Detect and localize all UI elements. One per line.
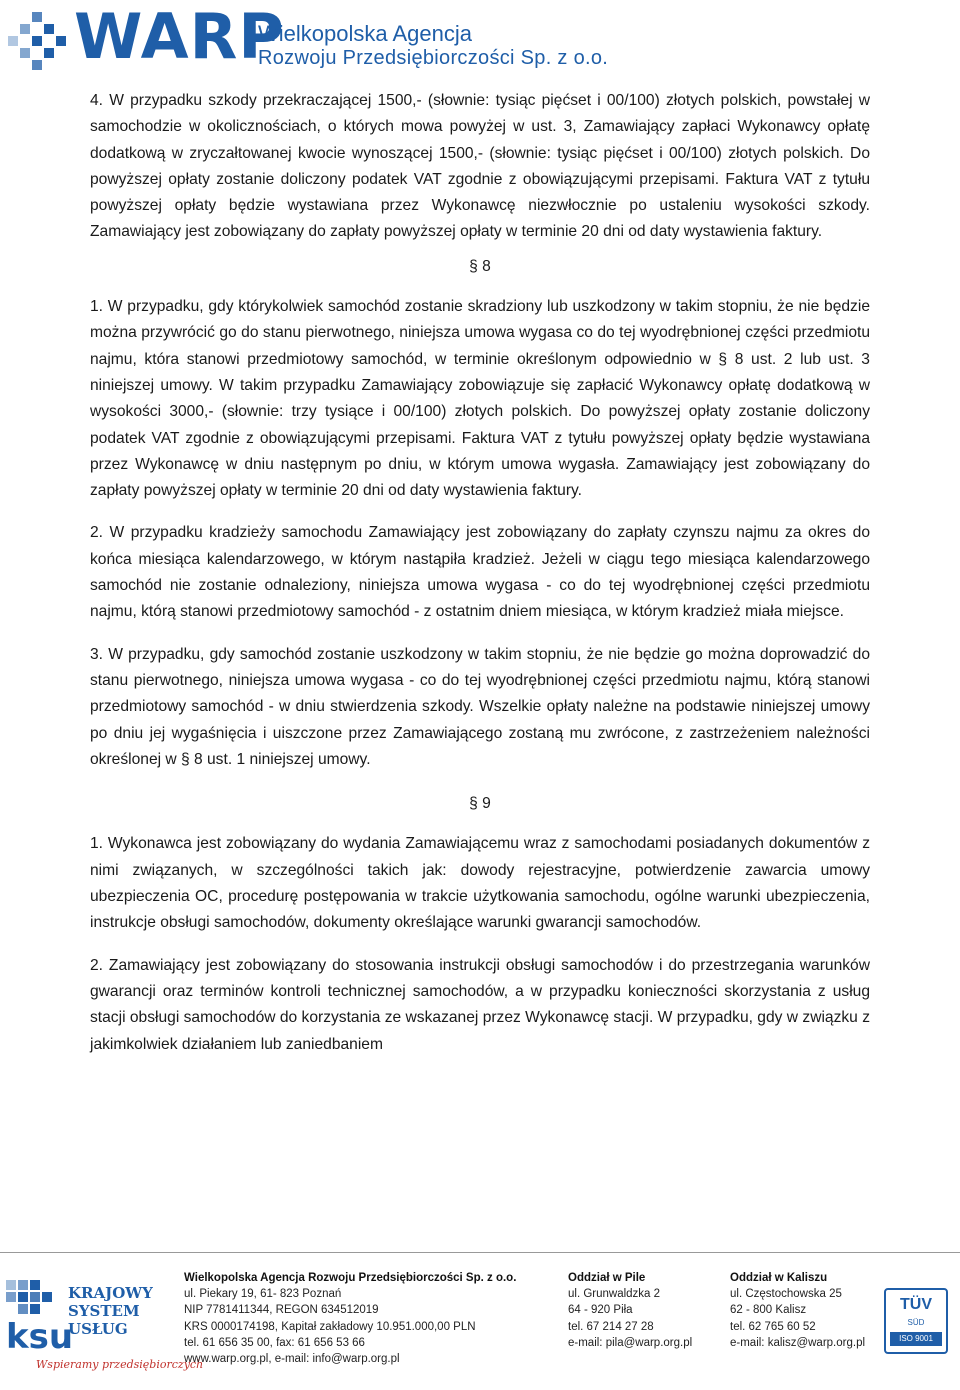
footer-hq (184, 1270, 516, 1367)
hq-web: www.warp.org.pl, e-mail: info@warp.org.pl (184, 1353, 400, 1366)
hq-krs: KRS 0000174198, Kapitał zakładowy 10.951.000,00 PLN (184, 1320, 476, 1333)
tuv-certificate-badge (884, 1288, 948, 1354)
paragraph-8-3: 3. W przypadku, gdy samochód zostanie uszkodzony w takim stopniu, że nie będzie go można doprowadzić do stanu pierwotnego, niniejsza umowa wygasa - co do tej wyodrębnionej części przedmiotu najmu, którą stanowi przedmiotowy samochód - w dniu stwierdzenia szkody. Wszelkie opłaty należne na podstawie niniejszej umowy po dniu jej wygaśnięcia i uiszczone przez Zamawiającego zostaną mu zwrócone, z zastrzeżeniem należności określonej w § 8 ust. 1 niniejszej umowy. (90, 645, 870, 768)
pila-city: 64 - 920 Piła (568, 1304, 633, 1317)
tuv-label: TÜV (900, 1296, 932, 1313)
hq-address: ul. Piekary 19, 61- 823 Poznań (184, 1288, 342, 1301)
warp-logo-icon (8, 12, 66, 70)
hq-name: Wielkopolska Agencja Rozwoju Przedsiębiorczości Sp. z o.o. (184, 1272, 517, 1284)
pila-street: ul. Grunwaldzka 2 (568, 1288, 661, 1301)
pila-name: Oddział w Pile (568, 1272, 646, 1284)
contract-body (90, 88, 870, 1058)
kalisz-name: Oddział w Kaliszu (730, 1272, 828, 1284)
footer-divider (0, 1252, 960, 1253)
ksu-logo (6, 1280, 204, 1371)
section-heading-9: § 9 (469, 795, 491, 813)
hq-nip: NIP 7781411344, REGON 634512019 (184, 1304, 379, 1317)
paragraph-9-1: 1. Wykonawca jest zobowiązany do wydania Zamawiającemu wraz z samochodami posiadanych dokumentów z nimi związanych, w szczególności takich jak: dowody rejestracyjne, potwierdzenie zawarcia umowy ubezpieczenia OC, procedurę postępowania w trakcie użytkowania samochodu, ogólne warunki ubezpieczenia, instrukcje obsługi samochodów, dokumenty określające warunki gwarancji samochodów. (90, 835, 870, 932)
tuv-cert: ISO 9001 (890, 1332, 942, 1346)
pila-email: e-mail: pila@warp.org.pl (568, 1336, 693, 1349)
ksu-tagline: Wspieramy przedsiębiorczych (36, 1358, 204, 1371)
paragraph-8-1: 1. W przypadku, gdy którykolwiek samochód zostanie skradziony lub uszkodzony w takim stopniu, że nie będzie można przywrócić go do stanu pierwotnego, niniejsza umowa wygasa co do tej wyodrębnionej części przedmiotu najmu, która stanowi przedmiotowy samochód, w terminie określonym odpowiednio w § 8 ust. 2 lub ust. 3 niniejszej umowy. W takim przypadku Zamawiający zobowiązuje się zapłacić Wykonawcy opłatę dodatkową w wysokości 3000,- (słownie: trzy tysiące i 00/100) złotych polskich. Do powyższej opłaty zostanie doliczony podatek VAT zgodnie z obowiązującymi przepisami. Faktura VAT z tytułu powyższej opłaty będzie wystawiana przez Wykonawcę w dniu następnym po dniu, w którym umowa wygasła. Zamawiający jest zobowiązany do zapłaty powyższej opłaty w terminie 20 dni od daty wystawienia faktury. (90, 298, 870, 500)
ksu-abbr: ksu (6, 1317, 74, 1357)
ksu-line2: SYSTEM (68, 1302, 140, 1320)
hq-phone: tel. 61 656 35 00, fax: 61 656 53 66 (184, 1336, 365, 1349)
kalisz-city: 62 - 800 Kalisz (730, 1304, 807, 1317)
ksu-name (68, 1284, 153, 1338)
footer (0, 1258, 960, 1390)
footer-pila (568, 1270, 692, 1351)
ksu-line1: KRAJOWY (68, 1284, 153, 1302)
kalisz-phone: tel. 62 765 60 52 (730, 1320, 816, 1333)
footer-kalisz (730, 1270, 865, 1351)
paragraph-9-2: 2. Zamawiający jest zobowiązany do stosowania instrukcji obsługi samochodów i do przestrzegania warunków gwarancji oraz terminów kontroli technicznej samochodów, a w przypadku konieczności skorzystania z usług stacji obsługi samochodów do korzystania ze wskazanej przez Wykonawcę stacji. W przypadku, gdy w związku z jakimkolwiek działaniem lub zaniedbaniem (90, 956, 870, 1053)
letterhead (0, 0, 960, 80)
tuv-sub: SÜD (907, 1318, 925, 1327)
kalisz-street: ul. Częstochowska 25 (730, 1288, 842, 1301)
agency-name-line1: Wielkopolska Agencja (258, 21, 473, 46)
kalisz-email: e-mail: kalisz@warp.org.pl (730, 1336, 866, 1349)
section-heading-8: § 8 (469, 257, 491, 275)
paragraph-7-4: 4. W przypadku szkody przekraczającej 1500,- (słownie: tysiąc pięćset i 00/100) złotych polskich, powstałej w samochodzie w okolicznościach, o których mowa powyżej w ust. 3, Zamawiający zapłaci Wykonawcy opłatę dodatkową w zryczałtowanej kwocie wynoszącej 1500,- (słownie: tysiąc pięćset i 00/100) złotych polskich. Do powyższej opłaty zostanie doliczony podatek VAT zgodnie z obowiązującymi przepisami. Faktura VAT z tytułu powyższej opłaty będzie wystawiana przez Wykonawcę niezwłocznie po ustaleniu wysokości szkody. Zamawiający jest zobowiązany do zapłaty powyższej opłaty w terminie 20 dni od daty wystawienia faktury. (90, 92, 870, 241)
warp-logo-text: WARP (74, 0, 285, 73)
paragraph-8-2: 2. W przypadku kradzieży samochodu Zamawiający jest zobowiązany do zapłaty czynszu najmu za okres do końca miesiąca kalendarzowego, w którym nastąpiła kradzież. Jeżeli w ciągu tego miesiąca kalendarzowego samochód nie zostanie odnaleziony, niniejsza umowa wygasa - co do tej wyodrębnionej części przedmiotu najmu, którą stanowi przedmiotowy samochód - z ostatnim dniem miesiąca, w którym kradzież miała miejsce. (90, 524, 870, 621)
agency-name-line2: Rozwoju Przedsiębiorczości Sp. z o.o. (258, 47, 609, 69)
pila-phone: tel. 67 214 27 28 (568, 1320, 654, 1333)
ksu-line3: USŁUG (68, 1320, 128, 1338)
